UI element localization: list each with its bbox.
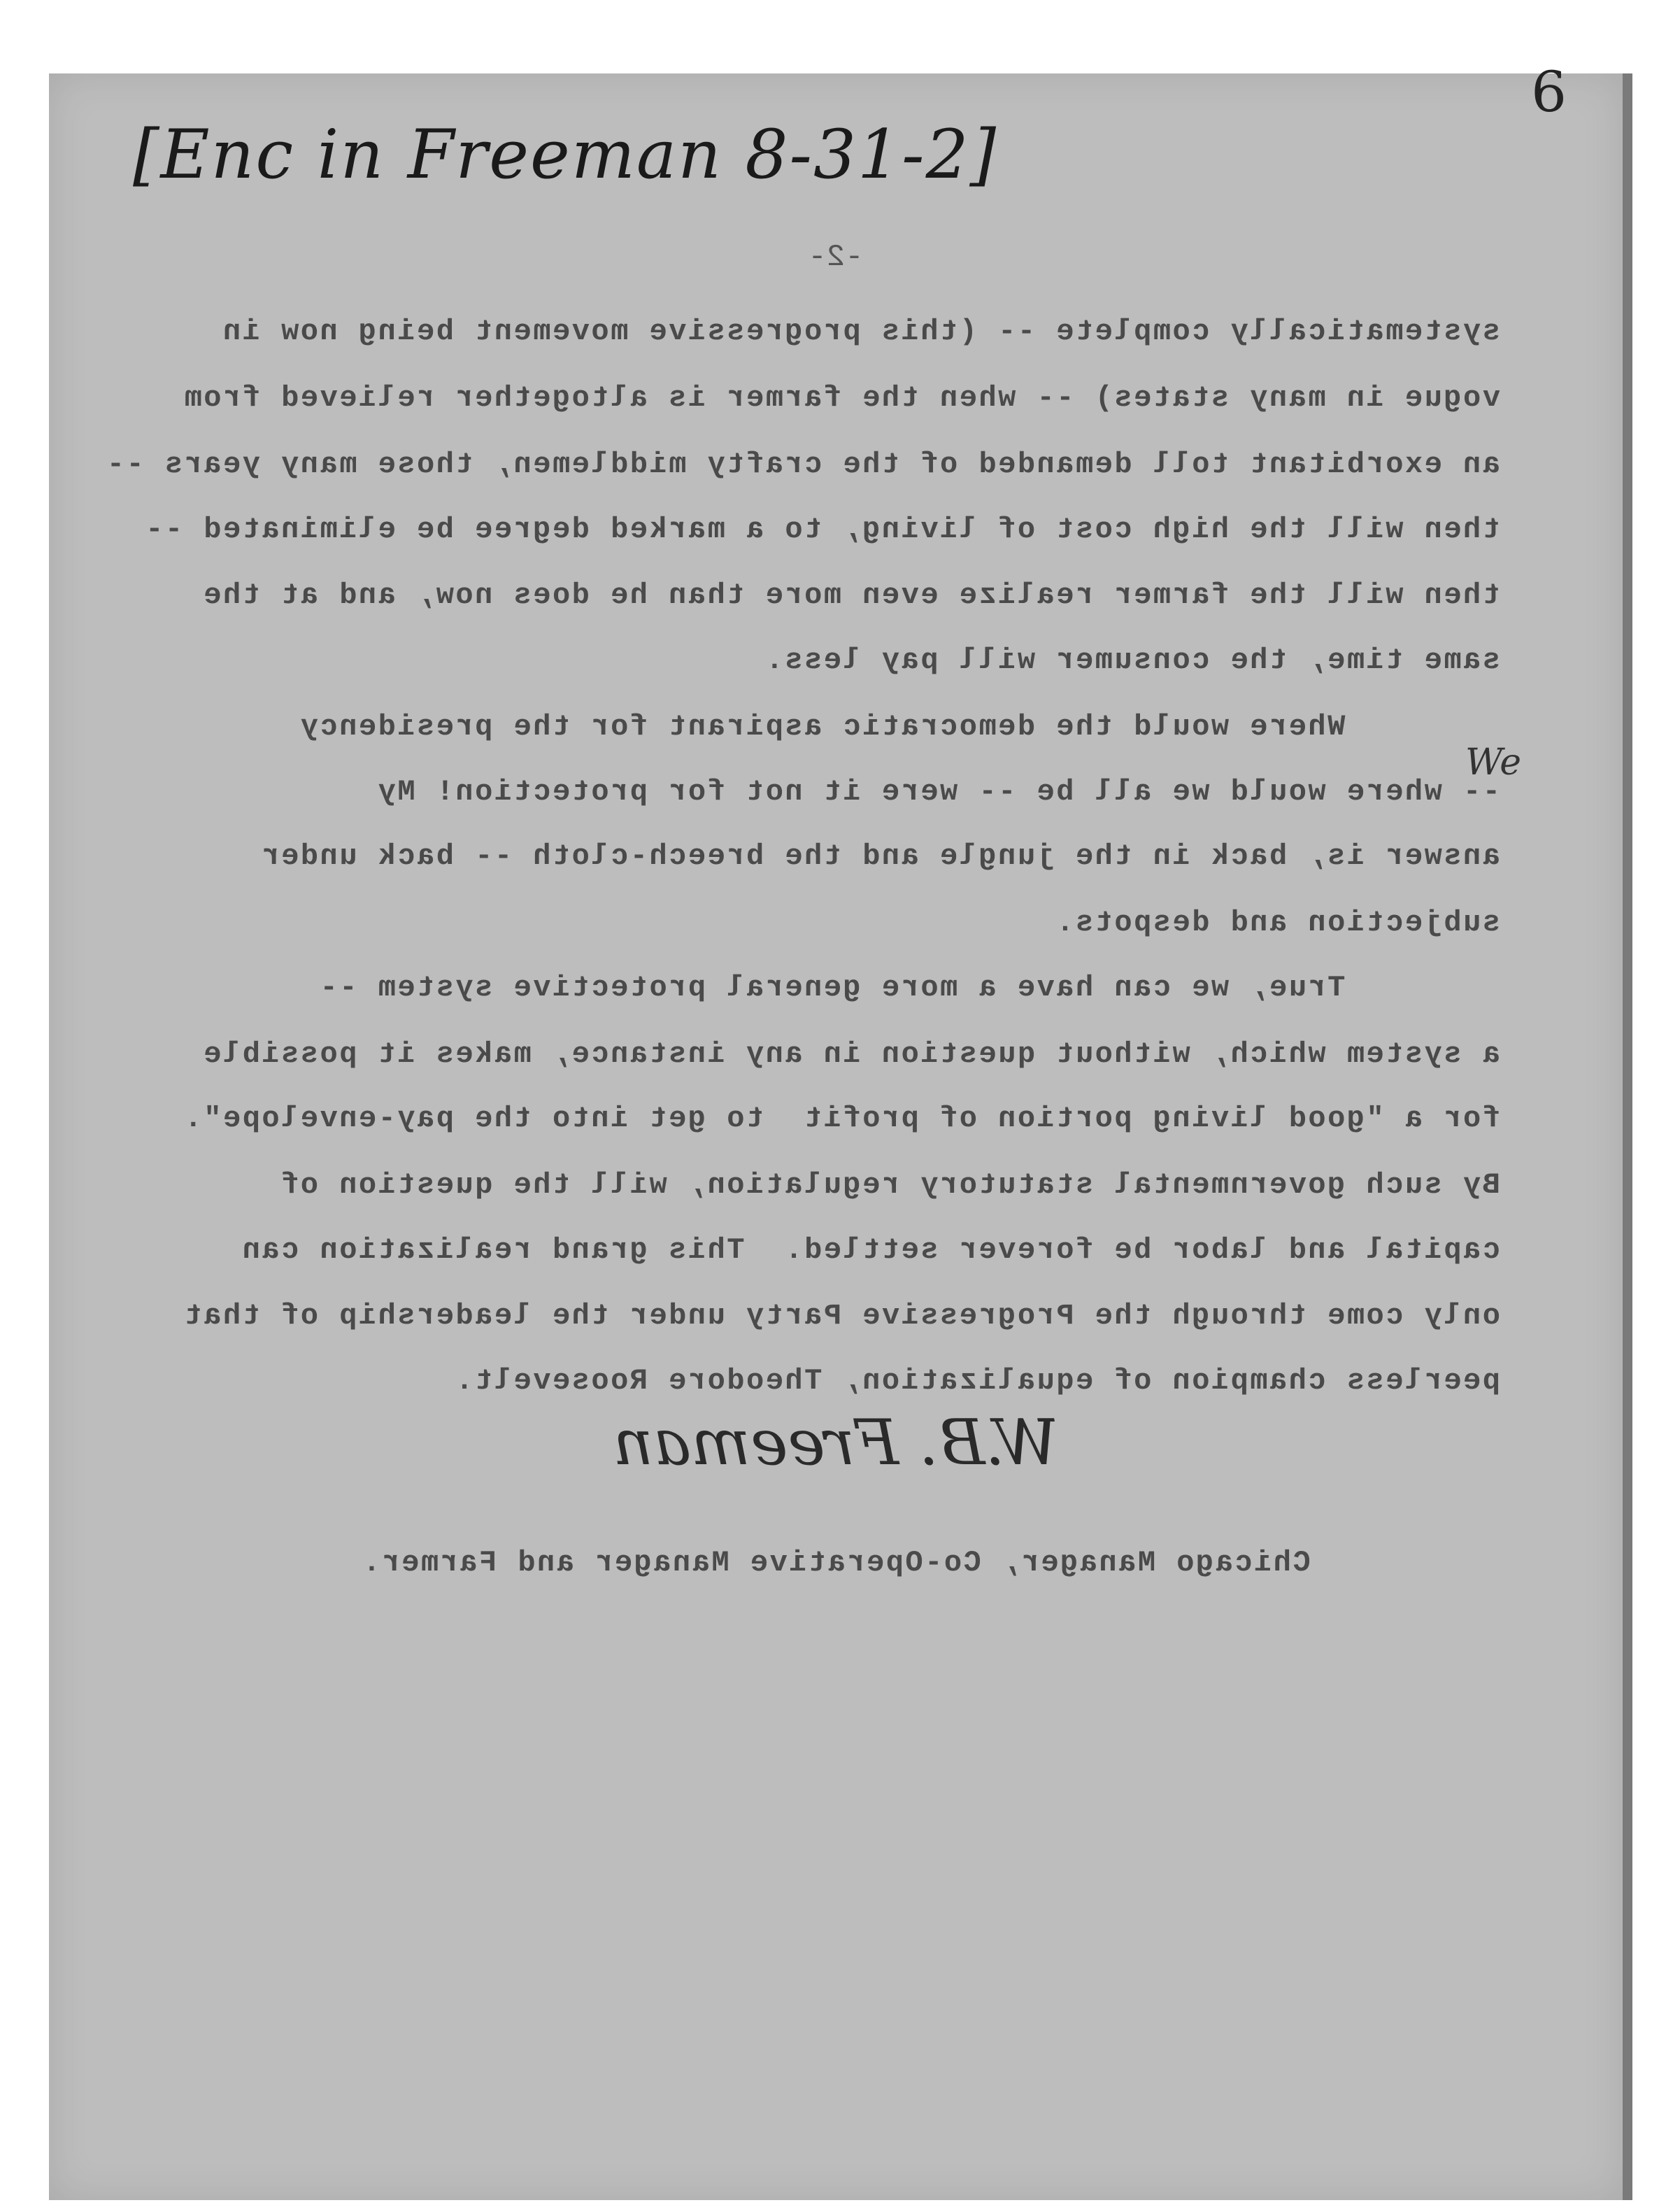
margin-mark: We <box>1465 742 1521 784</box>
page-edge-shadow <box>1623 73 1632 2200</box>
typed-line: Where would the democratic aspirant for the presidency <box>299 710 1500 744</box>
typed-line: -- where would we all be -- were it not for protection! My <box>376 775 1500 809</box>
typed-line: an exorbitant toll demanded of the crafty middlemen, those many years -- <box>105 448 1500 481</box>
signature-title: Chicago Manager, Co-Operative Manager and Farmer. <box>361 1546 1311 1580</box>
typed-line: only come through the Progressive Party under the leadership of that <box>183 1299 1500 1333</box>
typed-line: peerless champion of equalization, Theodore Roosevelt. <box>453 1364 1500 1398</box>
page-number: -2- <box>808 240 864 275</box>
typed-line: then will the high cost of living, to a marked degree be eliminated -- <box>143 513 1500 546</box>
document-page <box>49 59 1623 2200</box>
typed-line: for a "good living portion of profit to get into the pay-envelope". <box>183 1102 1500 1135</box>
corner-mark: 6 <box>1531 59 1567 125</box>
typed-line: a system which, without question in any instance, makes it possible <box>201 1037 1500 1071</box>
mirrored-typescript <box>49 73 1623 2200</box>
typed-line: capital and labor be forever settled. This grand realization can <box>241 1233 1500 1267</box>
typed-line: systematically complete -- (this progressive movement being now in <box>221 315 1500 348</box>
typed-line: True, we can have a more general protective system -- <box>318 971 1500 1005</box>
typed-line: By such governmental statutory regulation, will the question of <box>279 1168 1500 1202</box>
typed-line: same time, the consumer will pay less. <box>764 644 1500 677</box>
signature: W.B. Freeman <box>613 1406 1059 1480</box>
typed-line: vogue in many states) -- when the farmer is altogether relieved from <box>183 381 1500 415</box>
typed-line: answer is, back in the jungle and the breech-cloth -- back under <box>259 839 1500 873</box>
typed-line: subjection and despots. <box>1054 906 1500 940</box>
typed-line: then will the farmer realize even more than he does now, and at the <box>201 579 1500 612</box>
handwritten-annotation: [Enc in Freeman 8-31-2] <box>133 115 998 194</box>
